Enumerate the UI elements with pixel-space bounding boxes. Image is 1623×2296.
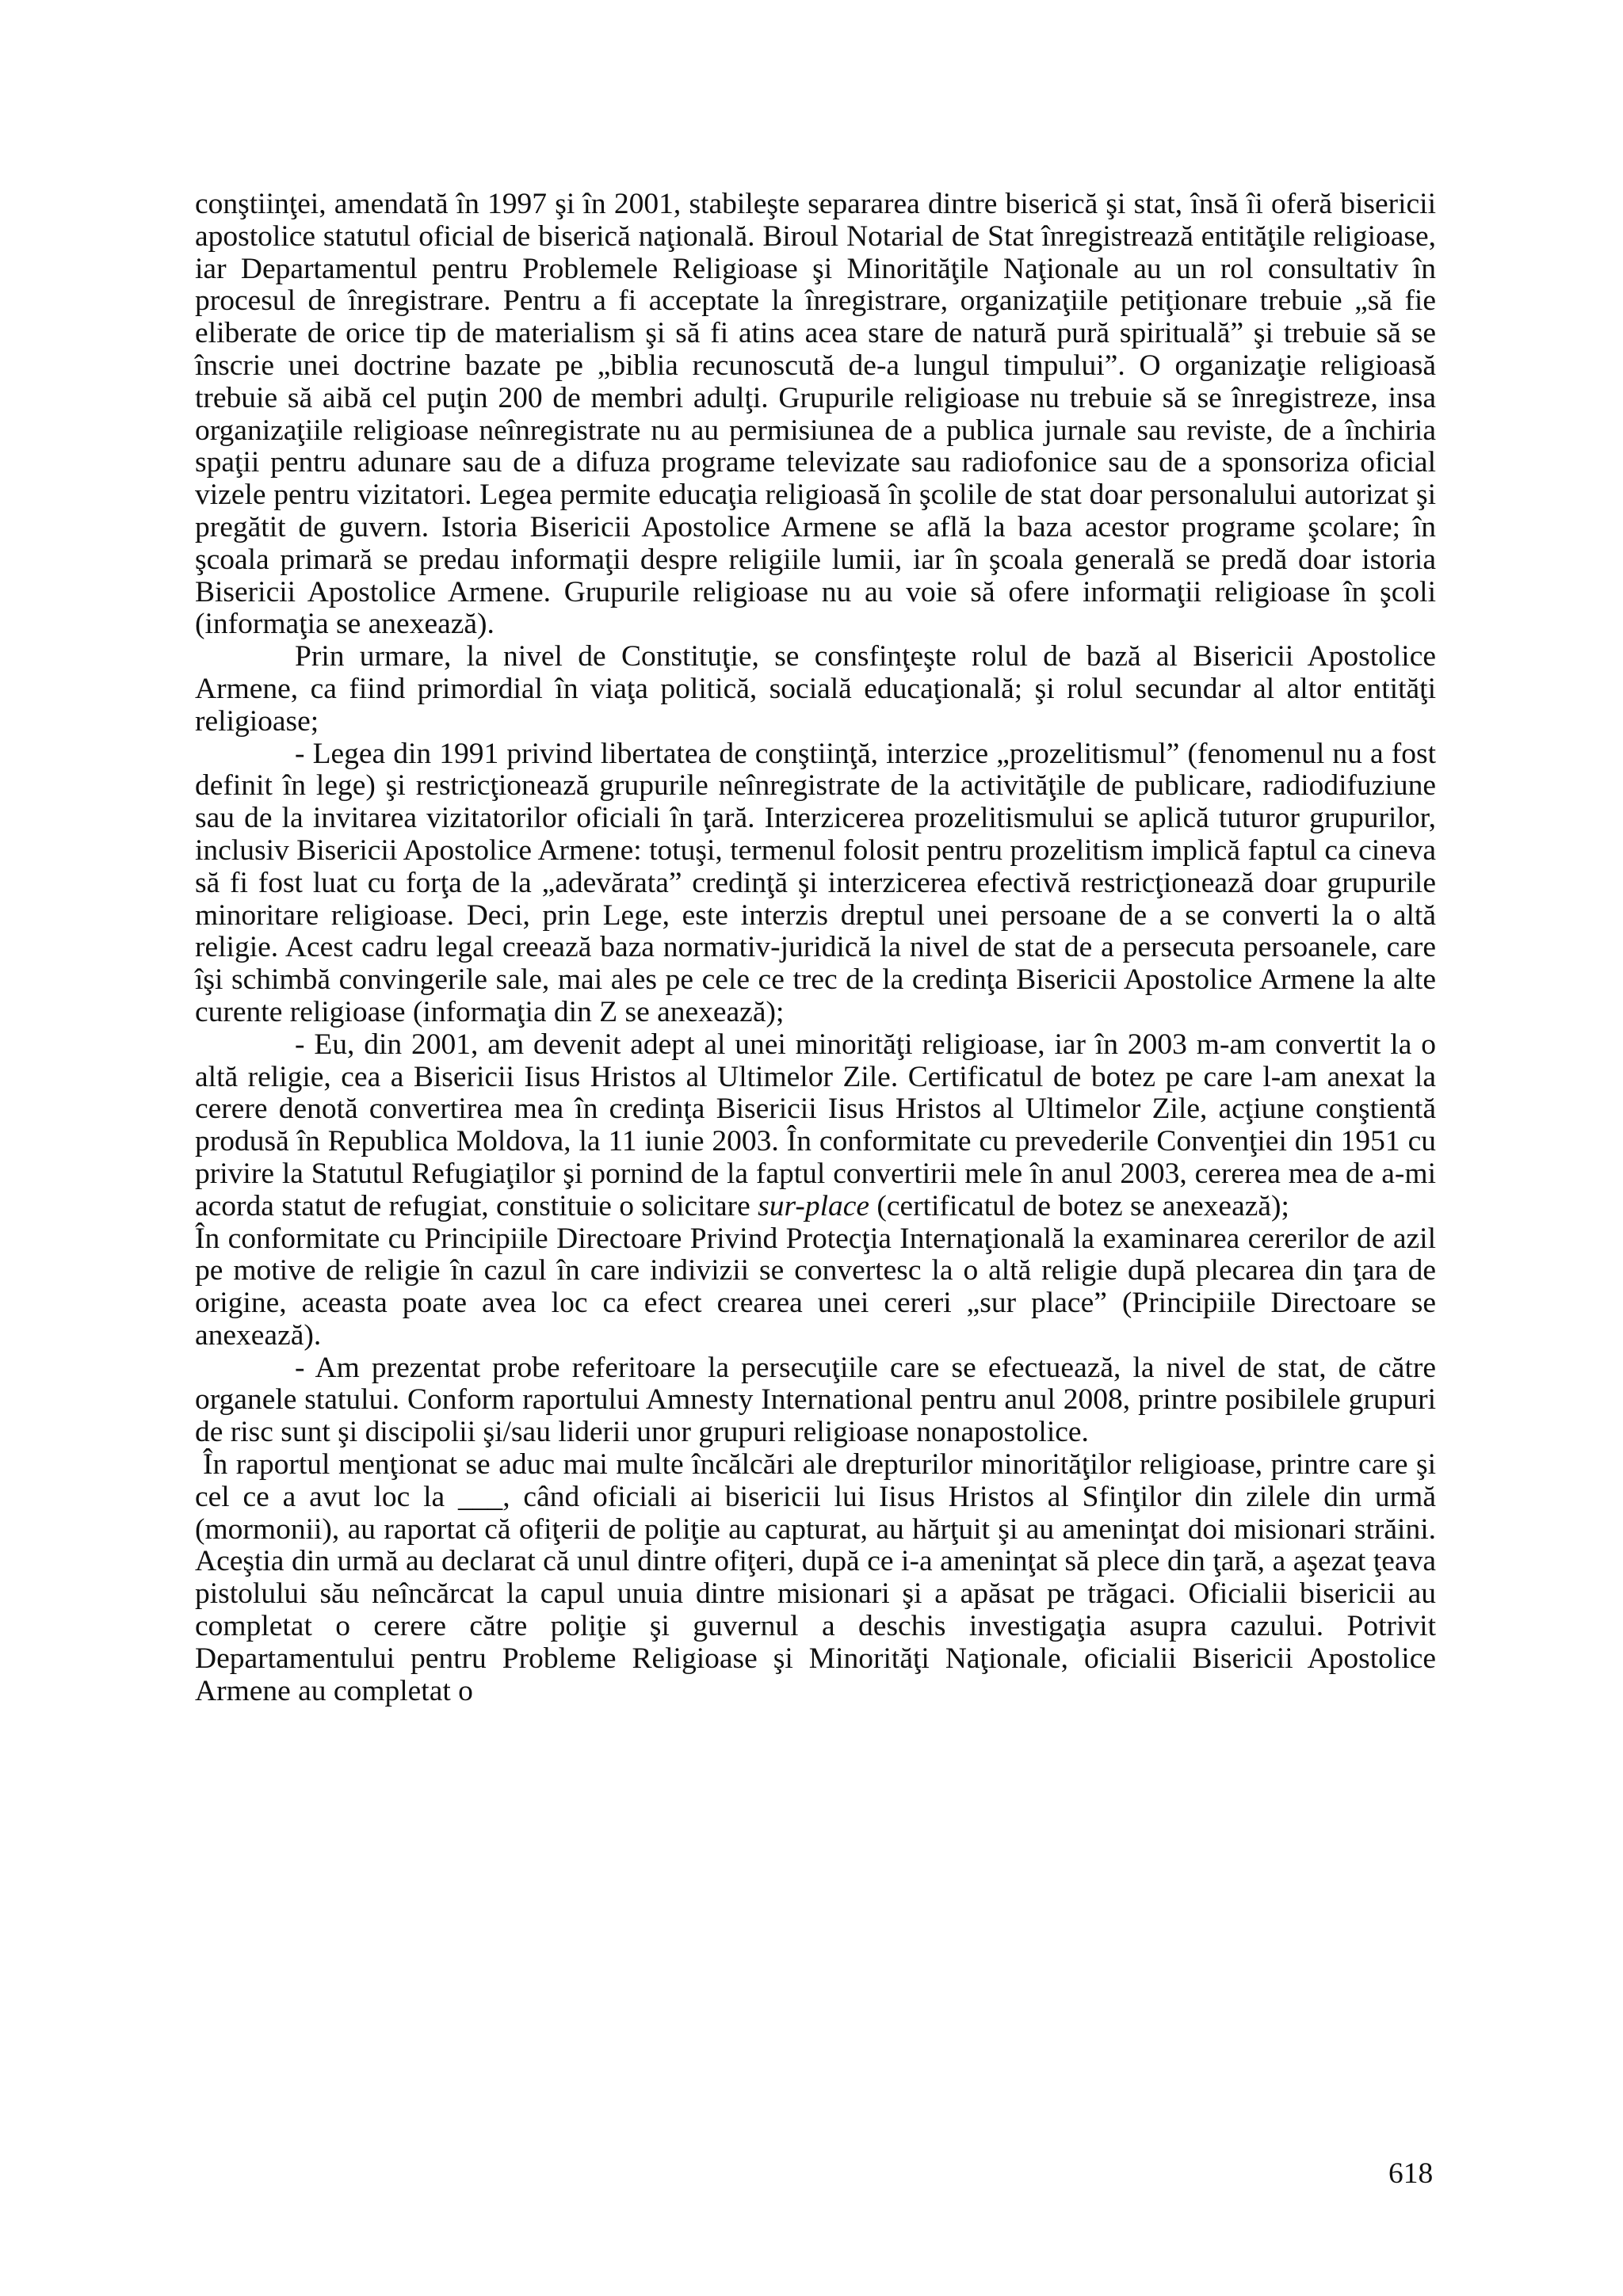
paragraph-amnesty-report: În raportul menţionat se aduc mai multe încălcări ale drepturilor minorităţilor religioase, printre care şi cel ce a avut loc la ___, când oficiali ai bisericii lui Iisus Hristos al Sfinţilor din zilele din urmă (mormonii), au raportat că ofiţerii de poliţie au capturat, au hărţuit şi au ameninţat doi misionari străini. Aceştia din urmă au declarat că unul dintre ofiţeri, după ce i-a ameninţat să plece din ţară, a aşezat ţeava pistolului său neîncărcat la capul unuia dintre misionari şi a apăsat pe trăgaci. Oficialii bisericii au completat o cerere către poliţie şi guvernul a deschis investigaţia asupra cazului. Potrivit Departamentului pentru Probleme Religioase şi Minorităţi Naţionale, oficialii Bisericii Apostolice Armene au completat o (195, 1448, 1436, 1707)
paragraph-guiding-principles: În conformitate cu Principiile Directoare Privind Protecţia Internaţională la examinarea cererilor de azil pe motive de religie în cazul în care indivizii se convertesc la o altă religie după plecarea din ţara de origine, aceasta poate avea loc ca efect crearea unei cereri „sur place” (Principiile Directoare se anexează). (195, 1222, 1436, 1352)
conversion-text: - Eu, din 2001, am devenit adept al unei minorităţi religioase, iar în 2003 m-am convertit la o altă religie, cea a Bisericii Iisus Hristos al Ultimelor Zile. Certificatul de botez pe care l-am anexat la cerere denotă convertirea mea în credinţa Bisericii Iisus Hristos al Ultimelor Zile, acţiune conştientă produsă în Republica Moldova, la 11 iunie 2003. În conformitate cu prevederile Convenţiei din 1951 cu privire la Statutul Refugiaţilor şi pornind de la faptul convertirii mele în anul 2003, cererea mea de a-mi acorda statut de refugiat, constituie o solicitare (195, 1028, 1436, 1222)
paragraph-constitution-continuation: conştiinţei, amendată în 1997 şi în 2001, stabileşte separarea dintre biserică şi stat, însă îi oferă bisericii apostolice statutul oficial de biserică naţională. Biroul Notarial de Stat înregistrează entităţile religioase, iar Departamentul pentru Problemele Religioase şi Minorităţile Naţionale au un rol consultativ în procesul de înregistrare. Pentru a fi acceptate la înregistrare, organizaţiile petiţionare trebuie „să fie eliberate de orice tip de materialism şi să fi atins acea stare de natură pură spirituală” şi trebuie să se înscrie unei doctrine bazate pe „biblia recunoscută de-a lungul timpului”. O organizaţie religioasă trebuie să aibă cel puţin 200 de membri adulţi. Grupurile religioase nu trebuie să se înregistreze, insa organizaţiile religioase neînregistrate nu au permisiunea de a publica jurnale sau reviste, de a închiria spaţii pentru adunare sau de a difuza programe televizate sau radiofonice sau de a sponsoriza oficial vizele pentru vizitatori. Legea permite educaţia religioasă în şcolile de stat doar personalului autorizat şi pregătit de guvern. Istoria Bisericii Apostolice Armene se află la baza acestor programe şcolare; în şcoala primară se predau informaţii despre religiile lumii, iar în şcoala generală se predă doar istoria Bisericii Apostolice Armene. Grupurile religioase nu au voie să ofere informaţii religioase în şcoli (informaţia se anexează). (195, 188, 1436, 641)
paragraph-proselytism-law: - Legea din 1991 privind libertatea de conştiinţă, interzice „prozelitismul” (fenomenul nu a fost definit în lege) şi restricţionează grupurile neînregistrate de la activităţile de publicare, radiodifuziune sau de la invitarea vizitatorilor oficiali în ţară. Interzicerea prozelitismului se aplică tuturor grupurilor, inclusiv Bisericii Apostolice Armene: totuşi, termenul folosit pentru prozelitism implică faptul ca cineva să fi fost luat cu forţa de la „adevărata” credinţă şi interzicerea efectivă restricţionează doar grupurile minoritare religioase. Deci, prin Lege, este interzis dreptul unei persoane de a se converti la o altă religie. Acest cadru legal creează baza normativ-juridică la nivel de stat de a persecuta persoanele, care îşi schimbă convingerile sale, mai ales pe cele ce trec de la credinţa Bisericii Apostolice Armene la alte curente religioase (informaţia din Z se anexează); (195, 737, 1436, 1028)
paragraph-constitutional-role: Prin urmare, la nivel de Constituţie, se consfinţeşte rolul de bază al Bisericii Apostolice Armene, ca fiind primordial în viaţa politică, socială educaţională; şi rolul secundar al altor entităţi religioase; (195, 640, 1436, 738)
paragraph-personal-conversion (195, 1029, 1436, 1223)
paragraph-evidence-persecution: - Am prezentat probe referitoare la persecuţiile care se efectuează, la nivel de stat, de către organele statului. Conform raportului Amnesty International pentru anul 2008, printre posibilele grupuri de risc sunt şi discipolii şi/sau liderii unor grupuri religioase nonapostolice. (195, 1351, 1436, 1449)
sur-place-term: sur-place (758, 1189, 870, 1222)
document-body (195, 189, 1436, 1707)
page-number: 618 (1388, 2157, 1434, 2190)
conversion-text-end: (certificatul de botez se anexează); (869, 1189, 1289, 1222)
